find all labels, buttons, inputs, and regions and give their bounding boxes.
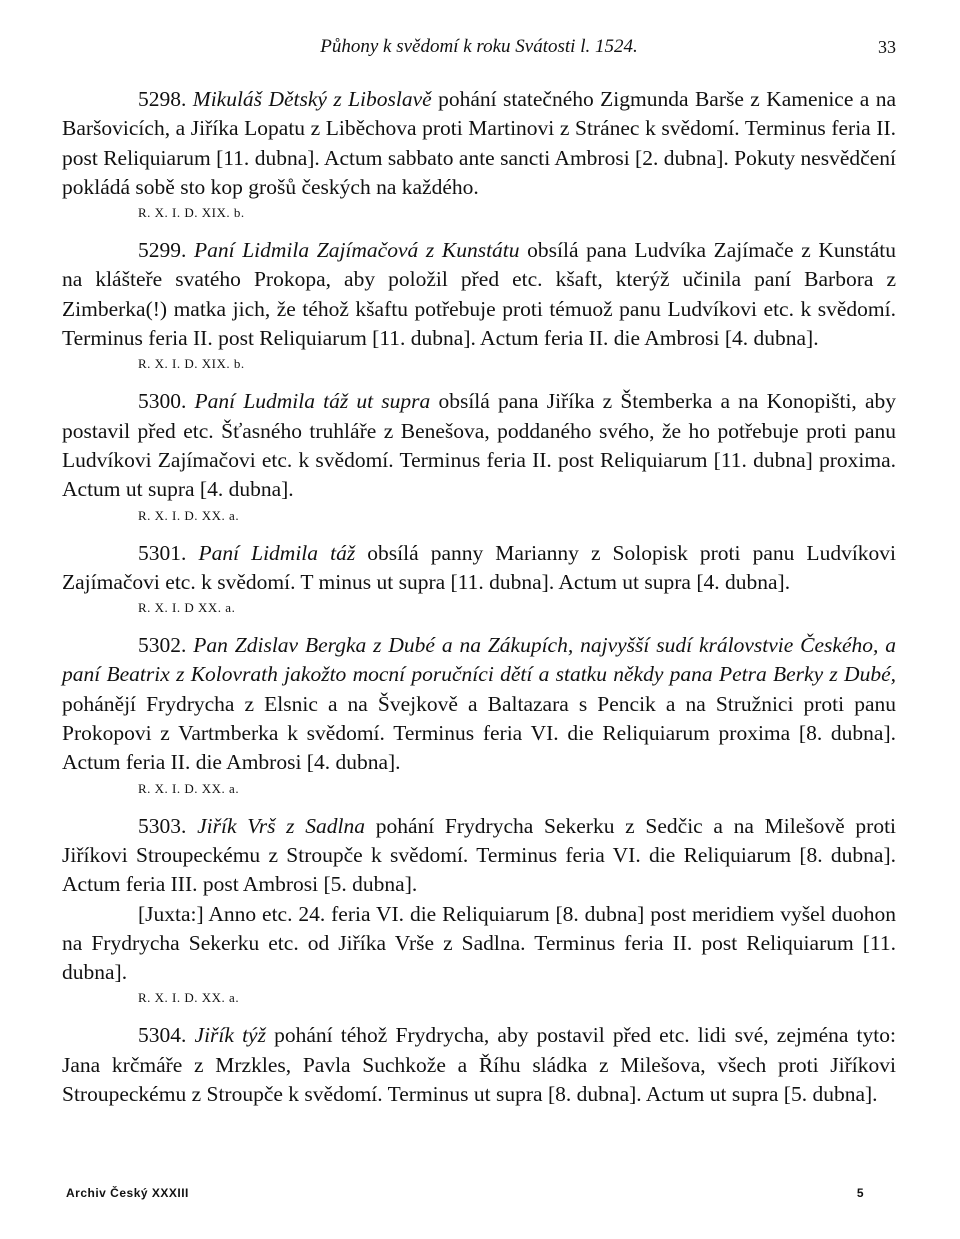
running-header <box>62 30 896 64</box>
entry-names: Jiřík Vrš z Sadlna <box>197 813 365 838</box>
entry-text: obsílá pana Ludvíka Zajímače z Kunstátu na klášteře svatého Prokopa, aby položil před etc. kšaft, kterýž učinila paní Barbora z Zimberka(!) matka jich, že téhož kšaftu potřebuje proti témuož panu Ludvíkovi etc. k svědomí. Terminus feria II. post Reliquiarum [11. dubna]. Actum feria II. die Ambrosi [4. dubna]. <box>62 238 896 351</box>
entry-5301 <box>62 539 896 620</box>
footer-publication: Archiv Český XXXIII <box>66 1186 189 1200</box>
entry-names: Jiřík týž <box>194 1023 266 1048</box>
source-reference: R. X. I. D. XIX. b. <box>138 356 245 372</box>
entry-text: pohání Frydrycha Sekerku z Sedčic a na Milešově proti Jiříkovi Stroupeckému z Stroupče k svědomí. Terminus feria VI. die Reliquiarum [8. dubna]. Actum feria III. post Ambrosi [5. dubna]. <box>62 813 897 897</box>
entry-text: pohání téhož Frydrycha, aby postavil před etc. lidi své, zejména tyto: Jana krčmáře z Mrzkles, Pavla Suchkože a Říhu sládka z Milešova, všech proti Jiříkovi Stroupeckému z Stroupče k svědomí. Terminus ut supra [8. dubna]. Actum ut supra [5. dubna]. <box>62 1023 896 1107</box>
entry-number: 5304. <box>138 1023 187 1048</box>
source-reference: R. X. I. D. XX. a. <box>138 507 240 523</box>
entry-number: 5300. <box>138 389 187 414</box>
entry-names: Paní Lidmila táž <box>198 540 356 565</box>
entry-names: Paní Ludmila táž ut supra <box>194 389 431 414</box>
entry-5300 <box>62 387 896 526</box>
source-reference: R. X. I. D XX. a. <box>138 600 236 616</box>
entry-text: pohání statečného Zigmunda Barše z Kamenice a na Baršovicích, a Jiříka Lopatu z Liběchova proti Martinovi z Stránec k svědomí. Terminus feria II. post Reliquiarum [11. dubna]. Actum sabbato ante sancti Ambrosi [2. dubna]. Pokuty nesvědčení pokládá sobě sto kop grošů českých na každého. <box>62 87 897 199</box>
entry-text: pohánějí Frydrycha z Elsnic a na Švejkově a Baltazara s Pencik a na Stružnici proti panu Prokopovi z Vartmberka k svědomí. Terminus feria VI. die Reliquiarum proxima [8. dubna]. Actum feria II. die Ambrosi [4. dubna]. <box>62 691 896 775</box>
entry-5299 <box>62 236 896 375</box>
entry-5302 <box>62 631 896 799</box>
entry-text: obsílá pana Jiříka z Štemberka a na Konopišti, aby postavil před etc. Šťasného truhláře z Benešova, poddaného svého, že ho potřebuje proti panu Ludvíkovi Zajímačovi etc. k svědomí. Terminus feria II. post Reliquiarum [11. dubna] proxima. Actum ut supra [4. dubna]. <box>62 389 897 502</box>
source-reference: R. X. I. D. XX. a. <box>138 990 240 1006</box>
entry-number: 5303. <box>138 813 187 838</box>
source-reference: R. X. I. D. XX. a. <box>138 780 240 796</box>
entry-continuation: [Juxta:] Anno etc. 24. feria VI. die Reliquiarum [8. dubna] post meridiem vyšel duohon na Frydrycha Sekerku etc. od Jiříka Vrše z Sadlna. Terminus feria II. post Reliquiarum [11. dubna]. <box>62 901 896 985</box>
entry-names: Mikuláš Dětský z Liboslavě <box>192 87 432 111</box>
entry-names: Pan Zdislav Bergka z Dubé a na Zákupích, najvyšší sudí královstvie Českého, a paní Beatrix z Kolovrath jakožto mocní poručníci dětí a statku někdy pana Petra Berky z Dubé, <box>62 633 896 687</box>
entry-number: 5299. <box>138 238 187 263</box>
entry-names: Paní Lidmila Zajímačová z Kunstátu <box>194 238 520 263</box>
page-body <box>62 30 896 1109</box>
source-reference: R. X. I. D. XIX. b. <box>138 205 245 221</box>
page-number: 33 <box>878 37 896 57</box>
entry-5304 <box>62 1021 896 1109</box>
entry-text: obsílá panny Marianny z Solopisk proti panu Ludvíkovi Zajímačovi etc. k svědomí. T minus ut supra [11. dubna]. Actum ut supra [4. dubna]. <box>62 540 897 594</box>
page-footer <box>66 1186 864 1200</box>
entry-number: 5298. <box>138 87 187 111</box>
signature-mark: 5 <box>856 1186 864 1200</box>
entry-5303 <box>62 812 896 1010</box>
entry-5298 <box>62 85 896 224</box>
entry-number: 5302. <box>138 633 187 658</box>
running-title: Půhony k svědomí k roku Svátosti l. 1524. <box>320 36 638 57</box>
entry-number: 5301. <box>138 540 187 565</box>
